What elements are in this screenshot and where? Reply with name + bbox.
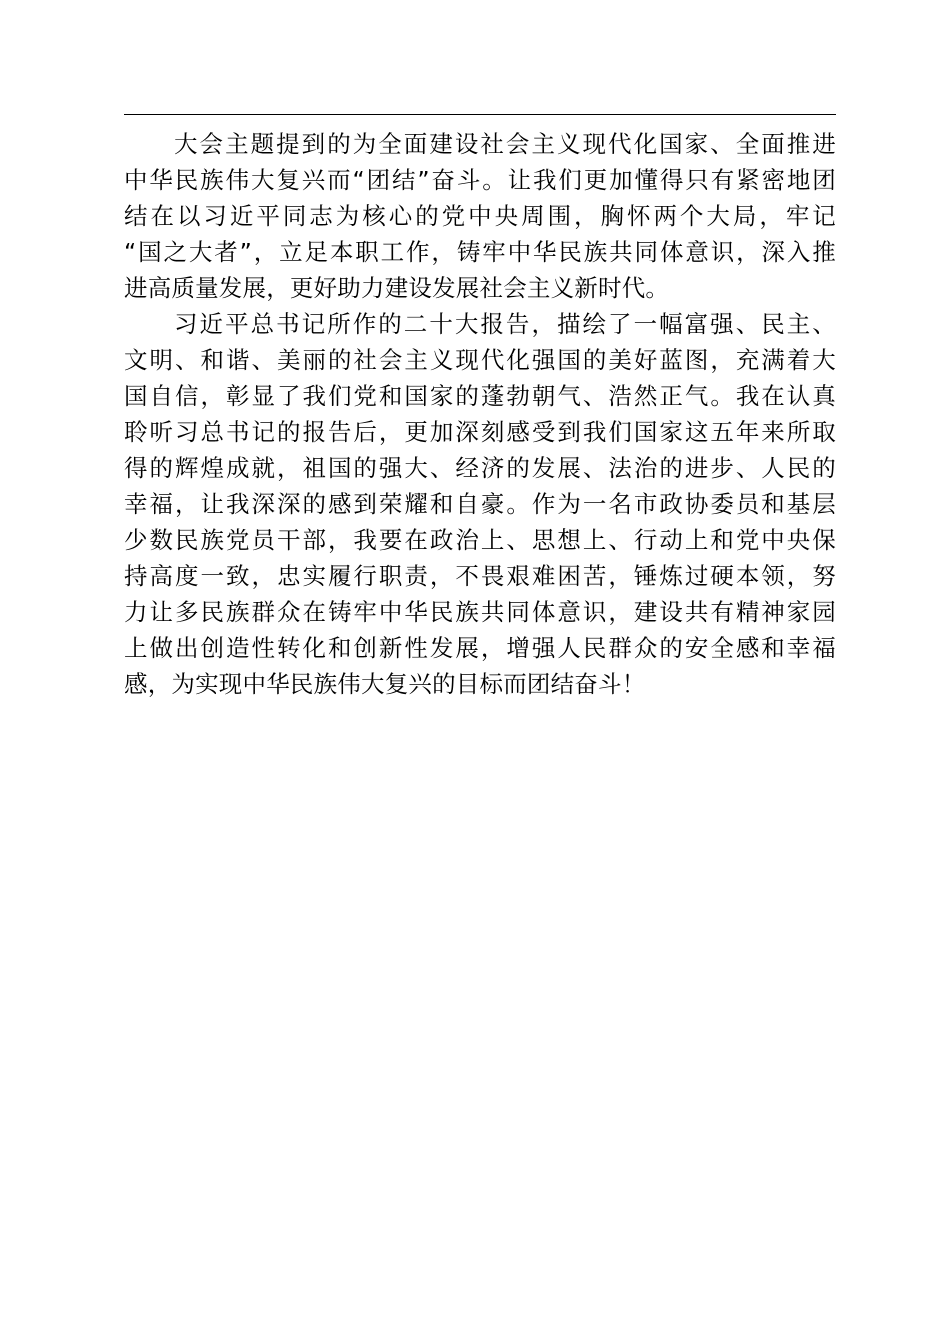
text-line: 力让多民族群众在铸牢中华民族共同体意识，建设共有精神家园 [124, 598, 836, 626]
text-line: 进高质量发展，更好助力建设发展社会主义新时代。 [124, 274, 670, 302]
text-line: 幸福，让我深深的感到荣耀和自豪。作为一名市政协委员和基层 [124, 490, 836, 518]
text-line: 习近平总书记所作的二十大报告，描绘了一幅富强、民主、 [174, 310, 836, 338]
text-line: 感，为实现中华民族伟大复兴的目标而团结奋斗！ [124, 670, 646, 698]
text-line: 持高度一致，忠实履行职责，不畏艰难困苦，锤炼过硬本领，努 [124, 562, 836, 590]
text-line: 聆听习总书记的报告后，更加深刻感受到我们国家这五年来所取 [124, 418, 836, 446]
text-line: 文明、和谐、美丽的社会主义现代化强国的美好蓝图，充满着大 [124, 346, 836, 374]
text-line: “国之大者”，立足本职工作，铸牢中华民族共同体意识，深入推 [124, 238, 836, 266]
body-text [124, 126, 836, 702]
text-line: 少数民族党员干部，我要在政治上、思想上、行动上和党中央保 [124, 526, 836, 554]
text-line: 结在以习近平同志为核心的党中央周围，胸怀两个大局，牢记 [124, 202, 836, 230]
text-line: 上做出创造性转化和创新性发展，增强人民群众的安全感和幸福 [124, 634, 836, 662]
paragraph-2 [124, 306, 836, 702]
text-line: 中华民族伟大复兴而“团结”奋斗。让我们更加懂得只有紧密地团 [124, 166, 836, 194]
text-line: 大会主题提到的为全面建设社会主义现代化国家、全面推进 [174, 130, 836, 158]
paragraph-1 [124, 126, 836, 306]
text-line: 得的辉煌成就，祖国的强大、经济的发展、法治的进步、人民的 [124, 454, 836, 482]
header-rule [124, 114, 836, 115]
text-line: 国自信，彰显了我们党和国家的蓬勃朝气、浩然正气。我在认真 [124, 382, 836, 410]
